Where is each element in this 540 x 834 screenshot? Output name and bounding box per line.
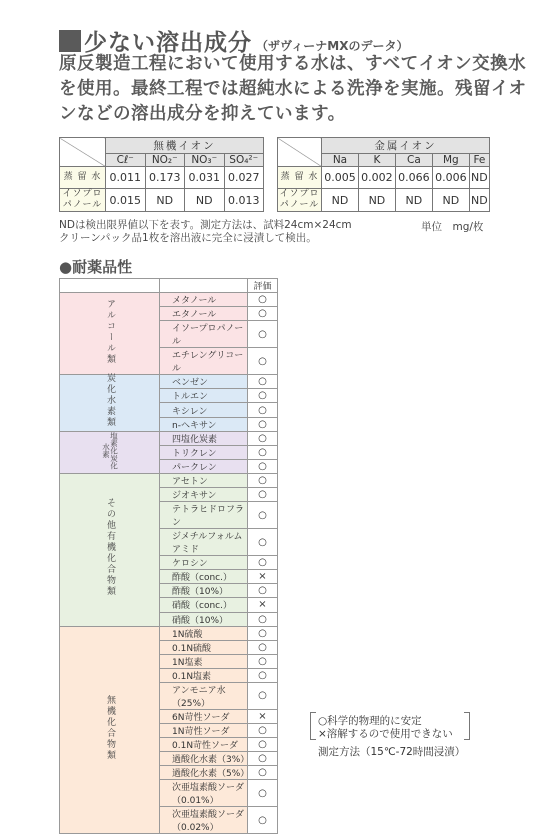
evaluation-mark: ○	[248, 417, 278, 431]
evaluation-mark: ○	[248, 293, 278, 307]
row-header	[278, 189, 322, 212]
evaluation-mark: ○	[248, 307, 278, 321]
intro-line: ンなどの溶出成分を抑えています。	[59, 104, 346, 124]
chemical-name: 酢酸（10%）	[160, 584, 248, 598]
chemical-name: 0.1N塩素	[160, 668, 248, 682]
legend-dissolves: ×溶解するので使用できない	[318, 728, 453, 740]
header-blank	[160, 279, 248, 293]
intro-line: 原反製造工程において使用する水は、すべてイオン交換水	[59, 54, 527, 74]
row-header: 蒸 留 水	[60, 167, 106, 189]
table-cell: ND	[432, 189, 469, 212]
square-bullet-icon	[59, 30, 81, 52]
chemical-name: 過酸化水素（3%）	[160, 752, 248, 766]
column-header: SO₄²⁻	[224, 154, 264, 167]
unit-label: 単位 mg/枚	[421, 221, 484, 233]
evaluation-mark: ○	[248, 584, 278, 598]
page-title: 少ない溶出成分	[84, 30, 252, 56]
table-category: 金属イオン	[322, 138, 490, 154]
table-row	[60, 626, 278, 640]
row-header-line: イソプロ	[279, 189, 320, 199]
category-cell	[60, 626, 160, 834]
evaluation-mark: ○	[248, 654, 278, 668]
chemical-name: イソープロパノール	[160, 321, 248, 348]
evaluation-mark: ×	[248, 598, 278, 612]
table-cell: 0.027	[224, 167, 264, 189]
evaluation-mark: ○	[248, 724, 278, 738]
chemical-resistance-title: ●耐薬品性	[59, 258, 133, 276]
table-cell: ND	[395, 189, 432, 212]
page-subtitle: （ザヴィーナMXのデータ）	[256, 39, 409, 53]
evaluation-mark: ○	[248, 459, 278, 473]
column-header: Fe	[469, 154, 489, 167]
table-note	[59, 219, 352, 245]
evaluation-mark: ○	[248, 473, 278, 487]
category-label: 塩素化炭化水素	[101, 431, 119, 470]
chemical-name: 硝酸（conc.）	[160, 598, 248, 612]
intro-line: を使用。最終工程では超純水による洗浄を実施。残留イオ	[59, 79, 527, 99]
evaluation-mark: ×	[248, 570, 278, 584]
chemical-name: 四塩化炭素	[160, 431, 248, 445]
evaluation-mark: ○	[248, 431, 278, 445]
column-header: Ca	[395, 154, 432, 167]
row-header-line: パノール	[279, 200, 320, 210]
table-row	[60, 167, 264, 189]
evaluation-mark: ○	[248, 640, 278, 654]
chemical-name: メタノール	[160, 293, 248, 307]
evaluation-mark: ○	[248, 807, 278, 834]
inorganic-ion-table	[59, 137, 264, 212]
category-cell	[60, 293, 160, 375]
chemical-name: アセトン	[160, 473, 248, 487]
chemical-name: トルエン	[160, 389, 248, 403]
chemical-resistance-table	[59, 278, 278, 834]
column-header: NO₃⁻	[185, 154, 225, 167]
chemical-name: アンモニア水（25%）	[160, 682, 248, 709]
category-label: 炭化水素類	[105, 373, 115, 429]
chemical-name: エタノール	[160, 307, 248, 321]
column-header: Na	[322, 154, 359, 167]
chemical-name: 硝酸（10%）	[160, 612, 248, 626]
evaluation-mark: ○	[248, 780, 278, 807]
evaluation-mark: ○	[248, 348, 278, 375]
metal-ion-table	[277, 137, 490, 212]
row-header-line: イソプロ	[62, 189, 103, 199]
chemical-name: 次亜塩素酸ソーダ（0.02%）	[160, 807, 248, 834]
table-cell: 0.002	[358, 167, 395, 189]
intro-text	[59, 52, 527, 127]
table-category: 無機イオン	[106, 138, 264, 154]
chemical-name: 酢酸（conc.）	[160, 570, 248, 584]
evaluation-mark: ○	[248, 375, 278, 389]
column-header: Mg	[432, 154, 469, 167]
table-cell: ND	[185, 189, 225, 212]
chemical-name: 1N塩素	[160, 654, 248, 668]
legend-stable: ○科学的物理的に安定	[318, 715, 422, 727]
evaluation-mark: ○	[248, 321, 278, 348]
bracket-right	[464, 712, 470, 740]
evaluation-mark: ×	[248, 709, 278, 723]
column-header: K	[358, 154, 395, 167]
table-cell: 0.031	[185, 167, 225, 189]
chemical-name: エチレングリコール	[160, 348, 248, 375]
note-line: クリーンパック品1枚を溶出液に完全に浸漬して検出。	[59, 232, 317, 244]
column-header: Cℓ⁻	[106, 154, 146, 167]
table-row	[278, 167, 490, 189]
table-corner	[60, 138, 106, 167]
chemical-name: 0.1N苛性ソーダ	[160, 738, 248, 752]
table-cell: ND	[469, 167, 489, 189]
evaluation-mark: ○	[248, 529, 278, 556]
evaluation-mark: ○	[248, 668, 278, 682]
table-cell: ND	[469, 189, 489, 212]
table-cell: 0.015	[106, 189, 146, 212]
evaluation-mark: ○	[248, 738, 278, 752]
row-header: 蒸 留 水	[278, 167, 322, 189]
table-cell: ND	[358, 189, 395, 212]
category-cell	[60, 473, 160, 626]
table-header-row	[60, 279, 278, 293]
category-label: その他有機化合物類	[105, 498, 115, 598]
evaluation-mark: ○	[248, 502, 278, 529]
note-line: NDは検出限界値以下を表す。測定方法は、試料24cm×24cm	[59, 219, 352, 231]
chemical-name: 次亜塩素酸ソーダ（0.01%）	[160, 780, 248, 807]
chemical-name: 6N苛性ソーダ	[160, 709, 248, 723]
category-cell	[60, 375, 160, 431]
chemical-name: キシレン	[160, 403, 248, 417]
category-cell	[60, 431, 160, 473]
chemical-name: ジオキサン	[160, 488, 248, 502]
row-header-line: パノール	[62, 200, 103, 210]
evaluation-mark: ○	[248, 626, 278, 640]
evaluation-mark: ○	[248, 389, 278, 403]
chemical-name: ケロシン	[160, 556, 248, 570]
measurement-method: 測定方法（15℃-72時間浸漬）	[318, 746, 466, 758]
evaluation-mark: ○	[248, 682, 278, 709]
evaluation-mark: ○	[248, 752, 278, 766]
chemical-name: 1N苛性ソーダ	[160, 724, 248, 738]
table-row	[60, 473, 278, 487]
header-blank	[60, 279, 160, 293]
evaluation-mark: ○	[248, 403, 278, 417]
evaluation-mark: ○	[248, 488, 278, 502]
chemical-name: パークレン	[160, 459, 248, 473]
table-cell: 0.173	[145, 167, 185, 189]
evaluation-mark: ○	[248, 445, 278, 459]
chemical-name: 過酸化水素（5%）	[160, 766, 248, 780]
category-label: 無機化合物類	[105, 695, 115, 762]
chemical-name: ジメチルフォルムアミド	[160, 529, 248, 556]
chemical-name: 1N硫酸	[160, 626, 248, 640]
chemical-name: テトラヒドロフラン	[160, 502, 248, 529]
row-header	[60, 189, 106, 212]
table-row	[60, 431, 278, 445]
eval-header: 評価	[248, 279, 278, 293]
table-row	[278, 189, 490, 212]
table-row	[60, 189, 264, 212]
table-cell: 0.011	[106, 167, 146, 189]
table-cell: 0.013	[224, 189, 264, 212]
chemical-name: n-ヘキサン	[160, 417, 248, 431]
evaluation-mark: ○	[248, 612, 278, 626]
column-header: NO₂⁻	[145, 154, 185, 167]
chemical-name: ベンゼン	[160, 375, 248, 389]
table-row	[60, 375, 278, 389]
table-cell: 0.066	[395, 167, 432, 189]
table-corner	[278, 138, 322, 167]
evaluation-mark: ○	[248, 556, 278, 570]
table-cell: 0.005	[322, 167, 359, 189]
category-label: アルコール類	[105, 298, 115, 365]
legend-box	[310, 712, 470, 740]
table-cell: ND	[322, 189, 359, 212]
bracket-left	[310, 712, 316, 740]
table-cell: ND	[145, 189, 185, 212]
evaluation-mark: ○	[248, 766, 278, 780]
table-row	[60, 293, 278, 307]
table-cell: 0.006	[432, 167, 469, 189]
chemical-name: トリクレン	[160, 445, 248, 459]
chemical-name: 0.1N硫酸	[160, 640, 248, 654]
